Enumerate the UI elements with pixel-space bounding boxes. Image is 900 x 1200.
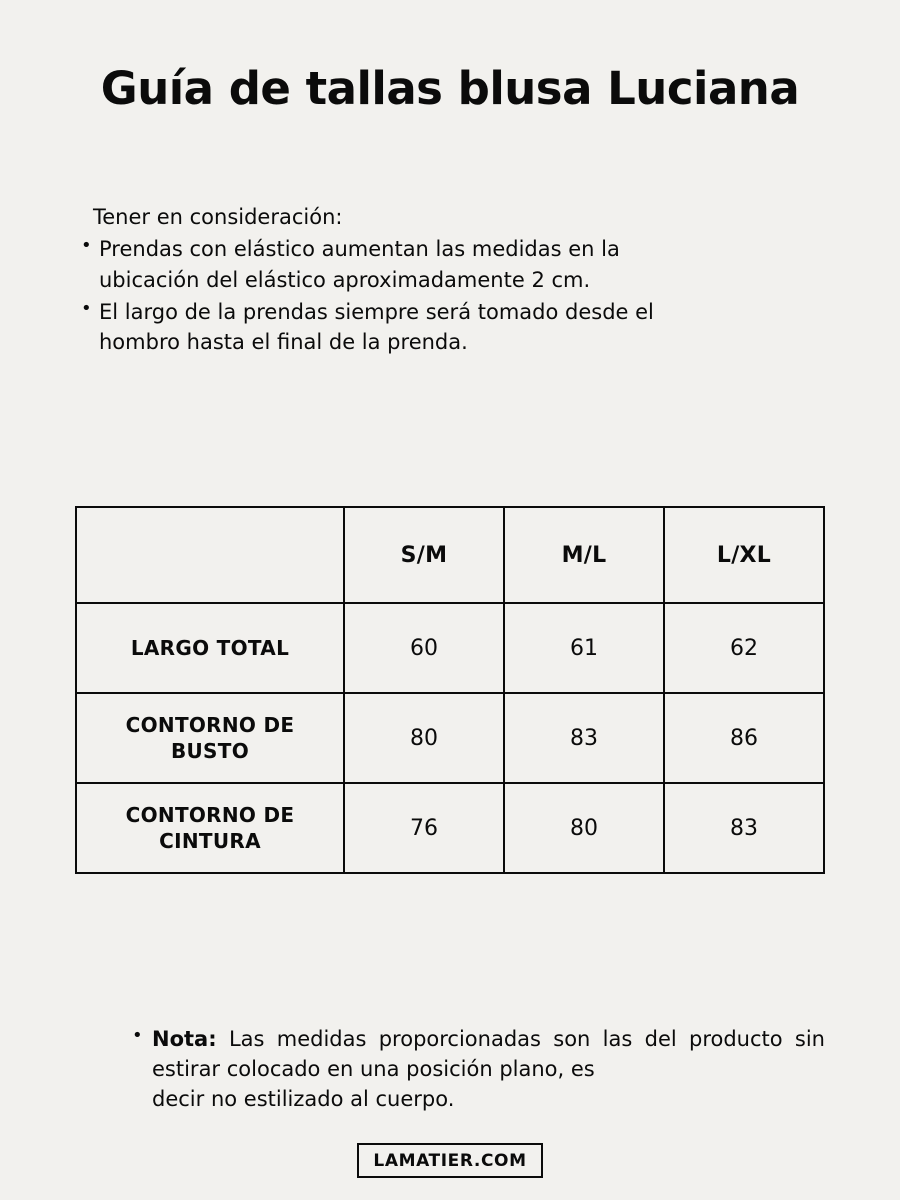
cell-contorno-cintura-ml: 80: [504, 783, 664, 873]
column-header-ml: M/L: [504, 507, 664, 603]
size-table: [75, 506, 825, 874]
list-item: [75, 297, 825, 357]
column-header-lxl: L/XL: [664, 507, 824, 603]
considerations-intro: Tener en consideración:: [93, 205, 343, 229]
footnote-section: [88, 1024, 825, 1115]
table-row: [76, 783, 824, 873]
size-table-body: [76, 603, 824, 873]
column-header-blank: [76, 507, 344, 603]
row-label-line1: CONTORNO DE: [125, 802, 295, 827]
footnote-label: Nota:: [152, 1027, 217, 1051]
row-label-line2: CINTURA: [159, 829, 261, 853]
cell-contorno-busto-ml: 83: [504, 693, 664, 783]
cell-contorno-busto-lxl: 86: [664, 693, 824, 783]
cell-contorno-busto-sm: 80: [344, 693, 504, 783]
footnote-text-main: Las medidas proporcionadas son las del producto sin estirar colocado en una posición plano, es: [152, 1027, 825, 1082]
consideration-1-main: Prendas con elástico aumentan las medidas en la: [99, 237, 620, 262]
row-label-contorno-cintura: [76, 783, 344, 873]
table-header-row: [76, 507, 824, 603]
column-header-sm: S/M: [344, 507, 504, 603]
list-item: [128, 1024, 825, 1115]
cell-largo-total-sm: 60: [344, 603, 504, 693]
consideration-2-main: El largo de la prendas siempre será tomado desde el: [99, 299, 654, 324]
consideration-2-last: hombro hasta el final de la prenda.: [99, 330, 468, 355]
row-label-largo-total: [76, 603, 344, 693]
cell-contorno-cintura-sm: 76: [344, 783, 504, 873]
page-title: Guía de tallas blusa Luciana: [100, 62, 800, 115]
row-label-line1: CONTORNO DE: [125, 712, 295, 737]
row-label-line2: BUSTO: [170, 739, 250, 763]
list-item: [75, 234, 825, 294]
table-row: [76, 603, 824, 693]
cell-largo-total-ml: 61: [504, 603, 664, 693]
cell-contorno-cintura-lxl: 83: [664, 783, 824, 873]
table-row: [76, 693, 824, 783]
row-label-contorno-busto: [76, 693, 344, 783]
cell-largo-total-lxl: 62: [664, 603, 824, 693]
brand-footer: [0, 1143, 900, 1178]
size-table-head: [76, 507, 824, 603]
row-label-line1: LARGO TOTAL: [130, 635, 290, 660]
consideration-1-last: ubicación del elástico aproximadamente 2 cm.: [99, 267, 591, 292]
footnote-text-last: decir no estilizado al cuerpo.: [152, 1087, 455, 1112]
brand-badge: LAMATIER.COM: [357, 1143, 542, 1178]
considerations-list: [75, 234, 825, 357]
considerations-section: [75, 202, 825, 359]
